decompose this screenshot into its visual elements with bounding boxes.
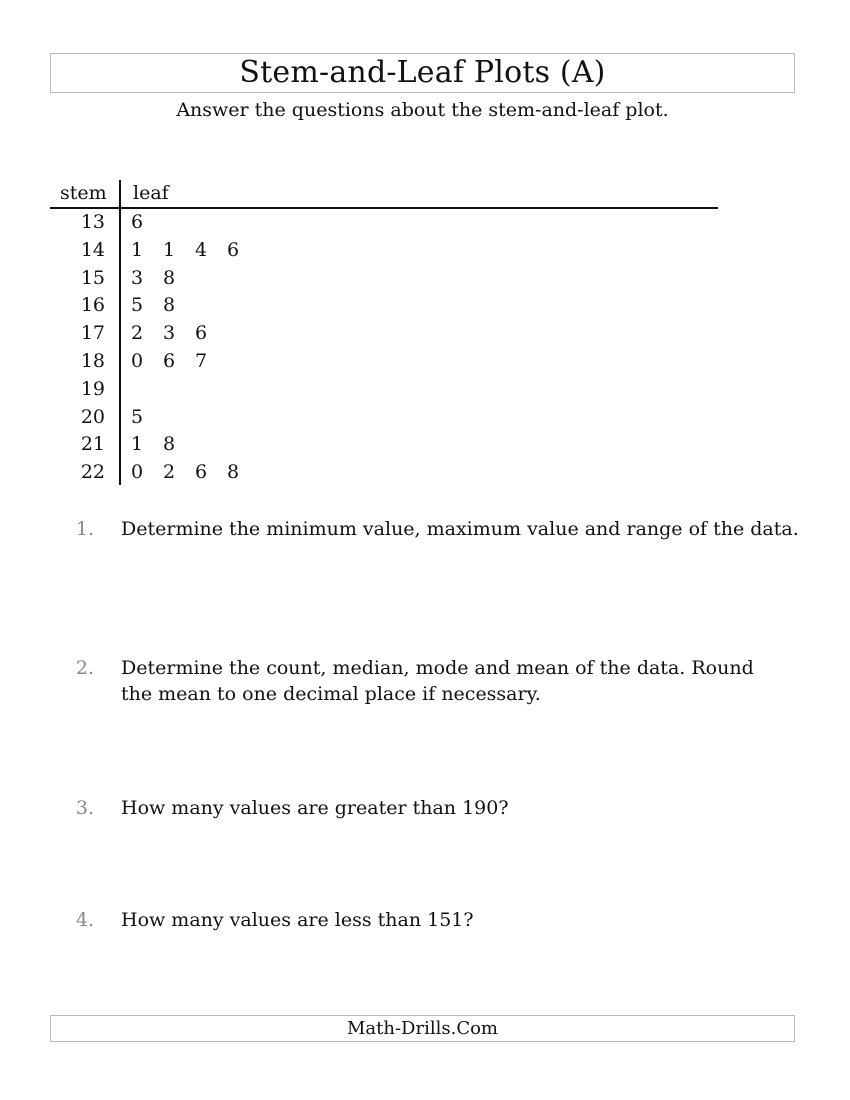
leaf-value: 6 [162, 349, 176, 372]
leaf-value: 0 [130, 349, 144, 372]
stem-and-leaf-plot [50, 180, 718, 487]
question-number: 2. [75, 657, 94, 679]
leaf-value: 3 [130, 266, 144, 289]
question-text: How many values are greater than 190? [121, 797, 509, 819]
title-box [50, 53, 795, 93]
leaf-value: 5 [130, 294, 144, 317]
leaf-value: 7 [194, 349, 208, 372]
leaf-value: 4 [194, 238, 208, 261]
stem-value: 15 [80, 266, 105, 289]
plot-row [50, 265, 718, 293]
footer [50, 1015, 795, 1042]
leaf-value: 8 [162, 294, 176, 317]
plot-row [50, 376, 718, 404]
plot-row [50, 348, 718, 376]
leaf-value: 2 [162, 461, 176, 484]
plot-row [50, 209, 718, 237]
plot-rows [50, 209, 718, 487]
leaf-value: 1 [130, 433, 144, 456]
leaf-value: 3 [162, 322, 176, 345]
footer-text: Math-Drills.Com [346, 1018, 498, 1039]
question-number: 4. [75, 909, 94, 931]
stem-header: stem [60, 182, 107, 204]
stem-value: 17 [80, 322, 105, 345]
stem-value: 22 [80, 461, 105, 484]
plot-row [50, 459, 718, 487]
leaf-value: 0 [130, 461, 144, 484]
stem-value: 21 [80, 433, 105, 456]
question-text: Determine the minimum value, maximum value and range of the data. [121, 518, 799, 540]
leaf-value: 5 [130, 405, 144, 428]
instructions: Answer the questions about the stem-and-leaf plot. [176, 99, 669, 121]
leaf-value: 6 [130, 211, 144, 233]
stem-value: 20 [80, 405, 105, 428]
page-title: Stem-and-Leaf Plots (A) [239, 55, 606, 90]
leaf-value: 6 [194, 322, 208, 345]
stem-value: 19 [80, 377, 105, 400]
leaf-value: 2 [130, 322, 144, 345]
plot-row [50, 320, 718, 348]
question-text: How many values are less than 151? [121, 909, 474, 931]
plot-row [50, 404, 718, 432]
plot-header [50, 180, 718, 209]
leaf-value: 6 [194, 461, 208, 484]
leaf-value: 8 [162, 433, 176, 456]
leaf-value: 1 [130, 238, 144, 261]
leaf-value: 6 [226, 238, 240, 261]
question-text: Determine the count, median, mode and mean of the data. Round the mean to one decimal place if necessary. [121, 657, 754, 705]
leaf-header: leaf [133, 182, 169, 204]
plot-row [50, 431, 718, 459]
stem-value: 18 [80, 349, 105, 372]
question-number: 1. [75, 518, 94, 540]
plot-row [50, 292, 718, 320]
leaf-value: 8 [226, 461, 240, 484]
plot-row [50, 237, 718, 265]
stem-value: 16 [80, 294, 105, 317]
leaf-value: 8 [162, 266, 176, 289]
leaf-value: 1 [162, 238, 176, 261]
question-number: 3. [75, 797, 94, 819]
stem-value: 14 [80, 238, 105, 261]
stem-value: 13 [80, 211, 105, 233]
